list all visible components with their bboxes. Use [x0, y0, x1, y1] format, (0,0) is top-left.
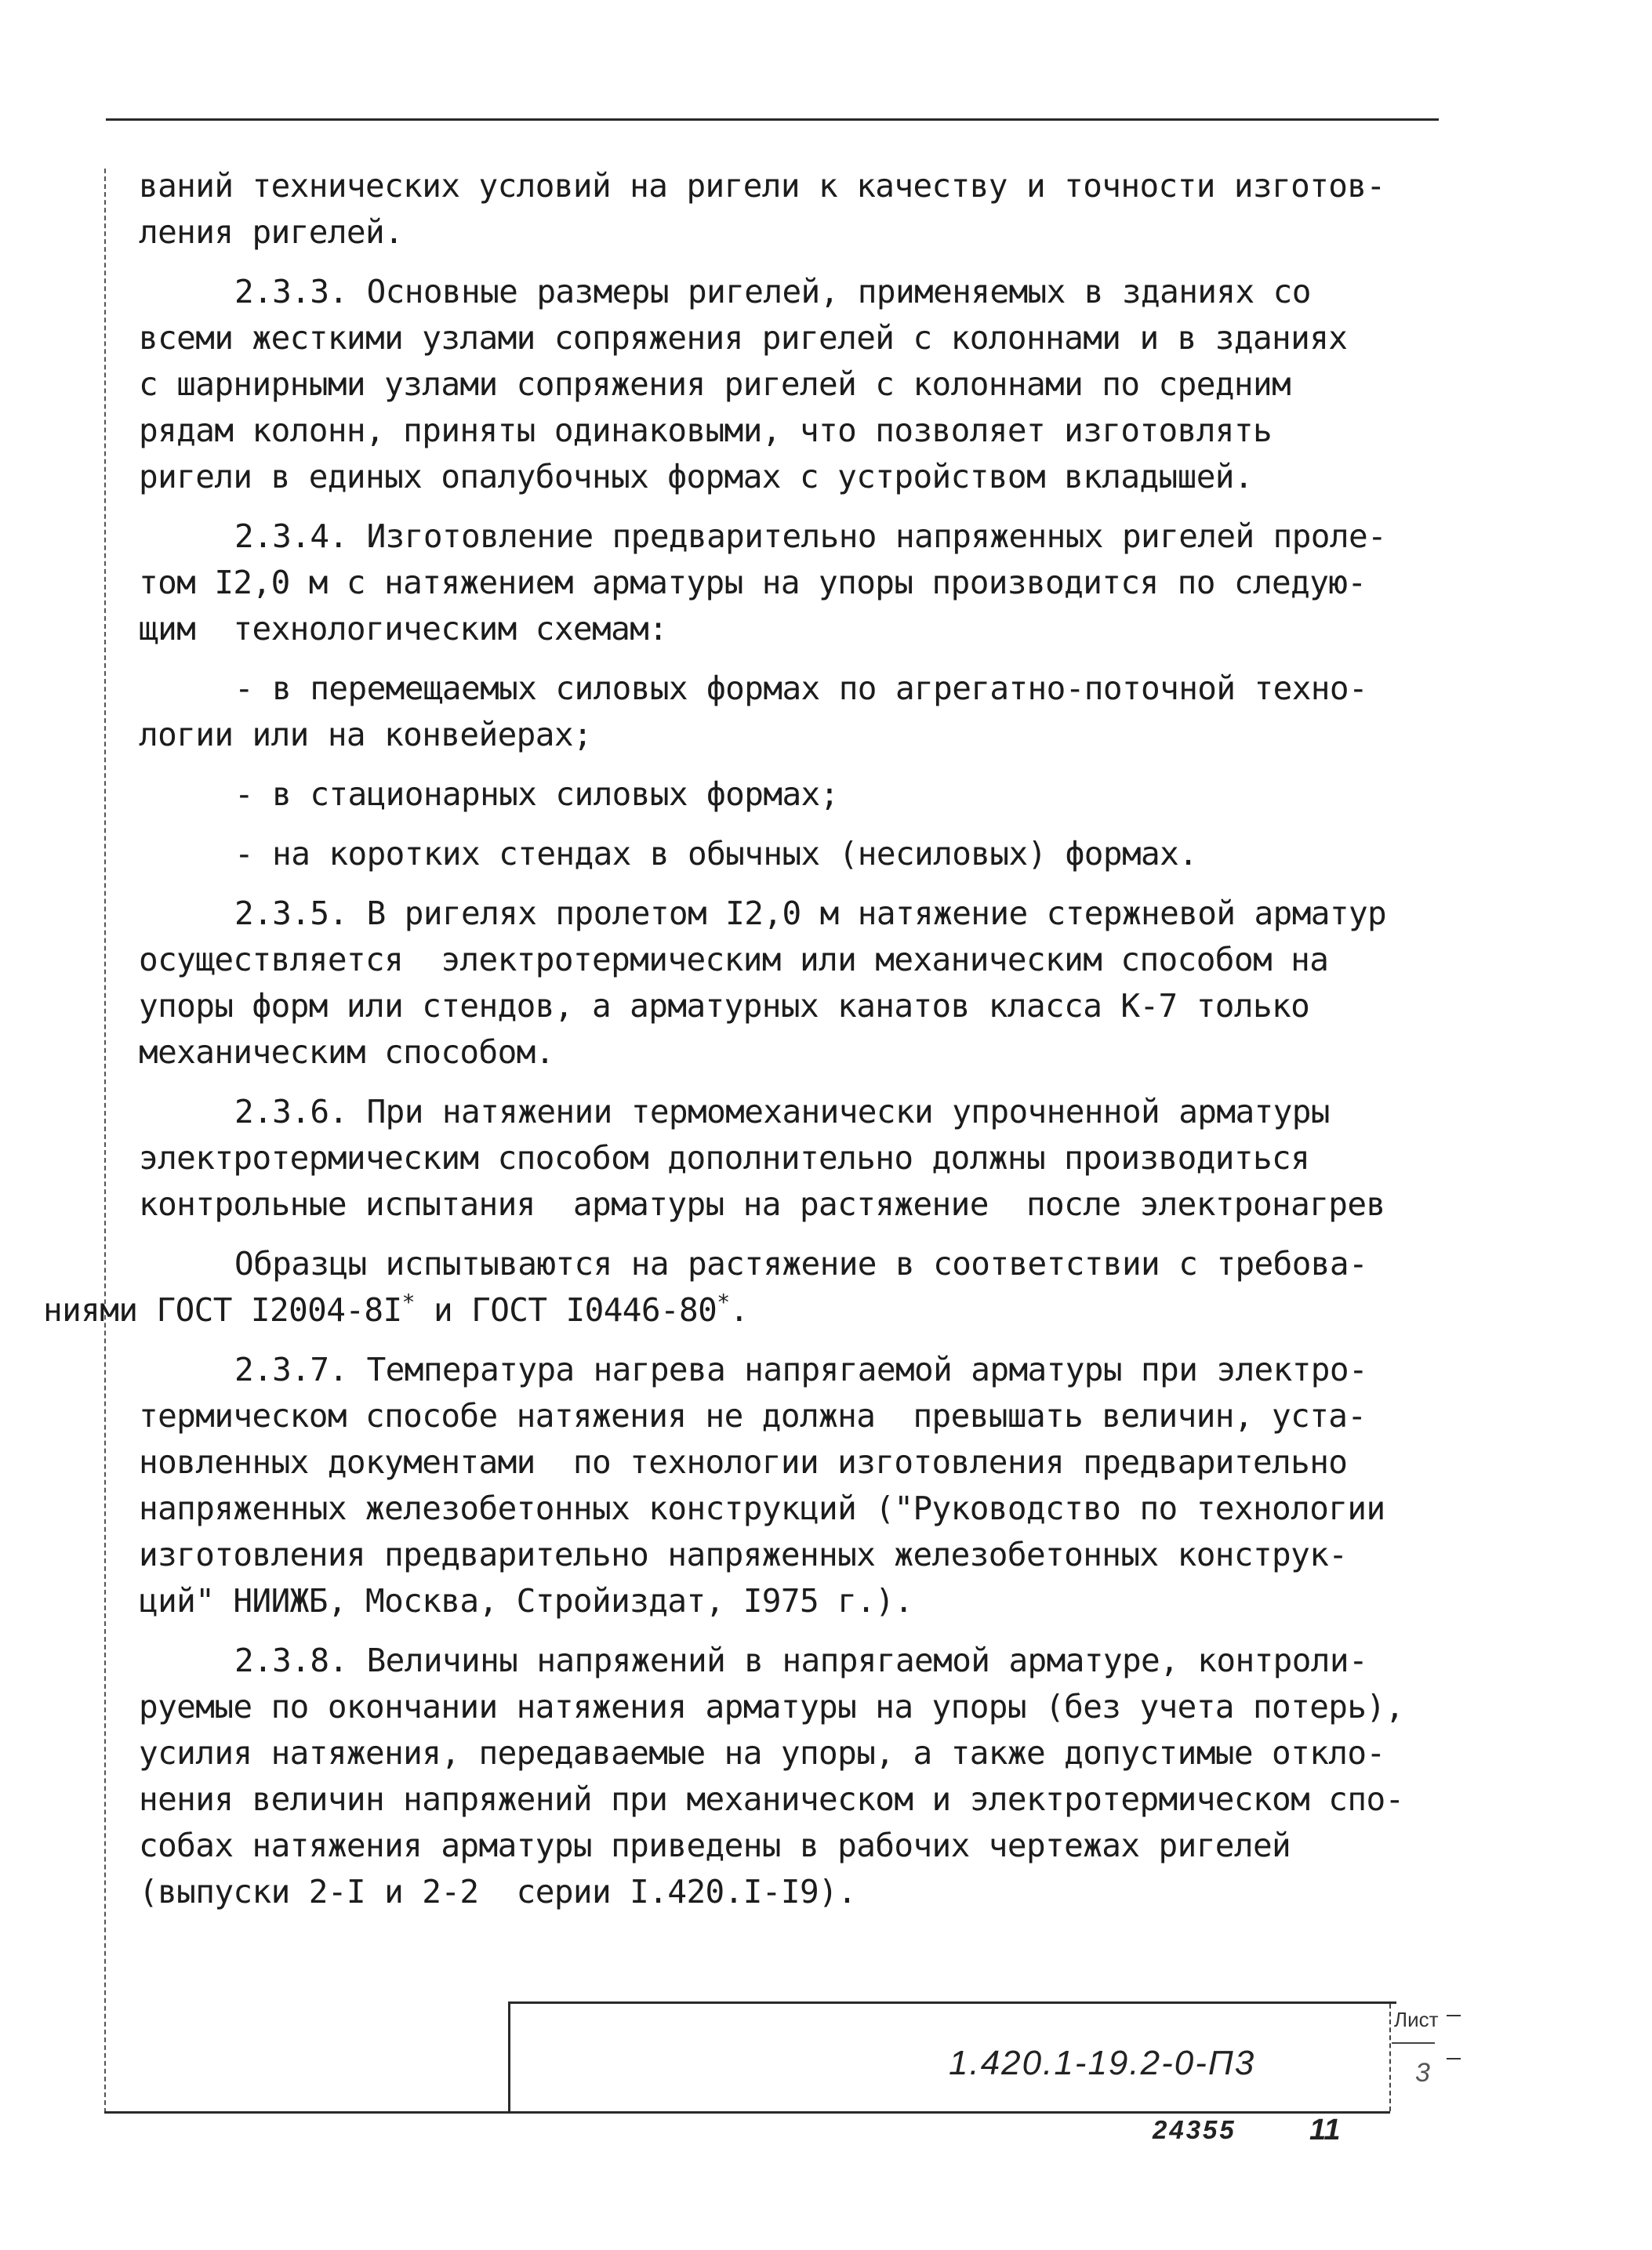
- gost-middle: и ГОСТ I0446-80: [414, 1291, 717, 1329]
- text-line: электротермическим способом дополнительно должны производиться: [139, 1139, 1310, 1177]
- gost-suffix: .: [729, 1291, 749, 1329]
- text-line: Образцы испытываются на растяжение в соответствии с требова-: [234, 1245, 1368, 1283]
- left-binding-margin: [104, 169, 106, 2113]
- text-line: 2.3.5. В ригелях пролетом I2,0 м натяжение стержневой арматур: [234, 895, 1387, 932]
- sheet-separator: [1392, 2042, 1435, 2044]
- text-line: 2.3.6. При натяжении термомеханически упрочненной арматуры: [234, 1093, 1330, 1130]
- text-line: - на коротких стендах в обычных (несиловых) формах.: [234, 835, 1198, 873]
- text-line: - в стационарных силовых формах;: [234, 775, 839, 813]
- text-line: (выпуски 2-I и 2-2 серии I.420.I-I9).: [139, 1873, 857, 1911]
- text-line: с шарнирными узлами сопряжения ригелей с колоннами по средним: [139, 365, 1291, 403]
- text-line: ций" НИИЖБ, Москва, Стройиздат, I975 г.).: [139, 1582, 913, 1620]
- text-line: всеми жесткими узлами сопряжения ригелей с колоннами и в зданиях: [139, 319, 1348, 357]
- list-item-mobile-forms: [139, 666, 1452, 758]
- paragraph-2-3-8: [139, 1638, 1452, 1915]
- text-line: механическим способом.: [139, 1033, 554, 1071]
- text-line: рядам колонн, приняты одинаковыми, что позволяет изготовлять: [139, 412, 1273, 449]
- list-item-stationary-forms: [139, 771, 1452, 818]
- paragraph-2-3-7: [139, 1347, 1452, 1624]
- paragraph-2-3-6: [139, 1089, 1452, 1228]
- text-line: ления ригелей.: [139, 213, 404, 251]
- text-line: 2.3.7. Температура нагрева напрягаемой арматуры при электро-: [234, 1351, 1368, 1388]
- text-line: новленных документами по технологии изготовления предварительно: [139, 1443, 1348, 1481]
- sheet-label: Лист: [1394, 2008, 1439, 2031]
- text-line: ваний технических условий на ригели к качеству и точности изготов-: [139, 167, 1385, 205]
- paragraph-samples: [43, 1241, 1452, 1334]
- document-body: [43, 163, 1452, 1929]
- text-line: нения величин напряжений при механическом и электротермическом спо-: [139, 1780, 1404, 1818]
- text-line: напряженных железобетонных конструкций ("Руководство по технологии: [139, 1490, 1385, 1527]
- paragraph-continuation: [139, 163, 1452, 256]
- text-line: щим технологическим схемам:: [139, 610, 668, 648]
- page-mark: 11: [1309, 2114, 1341, 2147]
- text-line: 2.3.3. Основные размеры ригелей, применяемых в зданиях со: [234, 273, 1311, 310]
- sheet-number: 3: [1415, 2058, 1430, 2088]
- text-line: собах натяжения арматуры приведены в рабочих чертежах ригелей: [139, 1827, 1291, 1864]
- text-line: том I2,0 м с натяжением арматуры на упоры производится по следую-: [139, 564, 1367, 601]
- text-line: осуществляется электротермическим или механическим способом на: [139, 941, 1329, 978]
- text-line: упоры форм или стендов, а арматурных канатов класса К-7 только: [139, 987, 1310, 1025]
- list-item-short-stands: [139, 831, 1452, 877]
- gost-asterisk: *: [717, 1289, 730, 1316]
- paragraph-2-3-3: [139, 269, 1452, 500]
- bottom-rule: [104, 2111, 1390, 2114]
- text-line: термическом способе натяжения не должна превышать величин, уста-: [139, 1397, 1367, 1435]
- gost-reference-line: [43, 1287, 749, 1334]
- archive-number: 24355: [1153, 2115, 1236, 2144]
- paragraph-2-3-5: [139, 891, 1452, 1076]
- edge-tick: [1447, 2015, 1461, 2016]
- text-line: 2.3.4. Изготовление предварительно напряженных ригелей проле-: [234, 517, 1387, 555]
- text-line: - в перемещаемых силовых формах по агрегатно-поточной техно-: [234, 670, 1368, 707]
- top-rule: [106, 118, 1439, 121]
- text-line: логии или на конвейерах;: [139, 716, 593, 753]
- text-line: 2.3.8. Величины напряжений в напрягаемой арматуре, контроли-: [234, 1642, 1368, 1679]
- gost-asterisk: *: [401, 1289, 415, 1316]
- document-code: 1.420.1-19.2-0-П3: [949, 2044, 1256, 2082]
- text-line: руемые по окончании натяжения арматуры на упоры (без учета потерь),: [139, 1688, 1404, 1726]
- text-line: изготовления предварительно напряженных железобетонных конструк-: [139, 1536, 1348, 1573]
- gost-prefix: ниями ГОСТ I2004-8I: [43, 1291, 402, 1329]
- edge-tick: [1447, 2058, 1461, 2059]
- text-line: усилия натяжения, передаваемые на упоры, а также допустимые откло-: [139, 1734, 1385, 1772]
- text-line: контрольные испытания арматуры на растяжение после электронагрев: [139, 1185, 1385, 1223]
- paragraph-2-3-4: [139, 514, 1452, 652]
- text-line: ригели в единых опалубочных формах с устройством вкладышей.: [139, 458, 1253, 495]
